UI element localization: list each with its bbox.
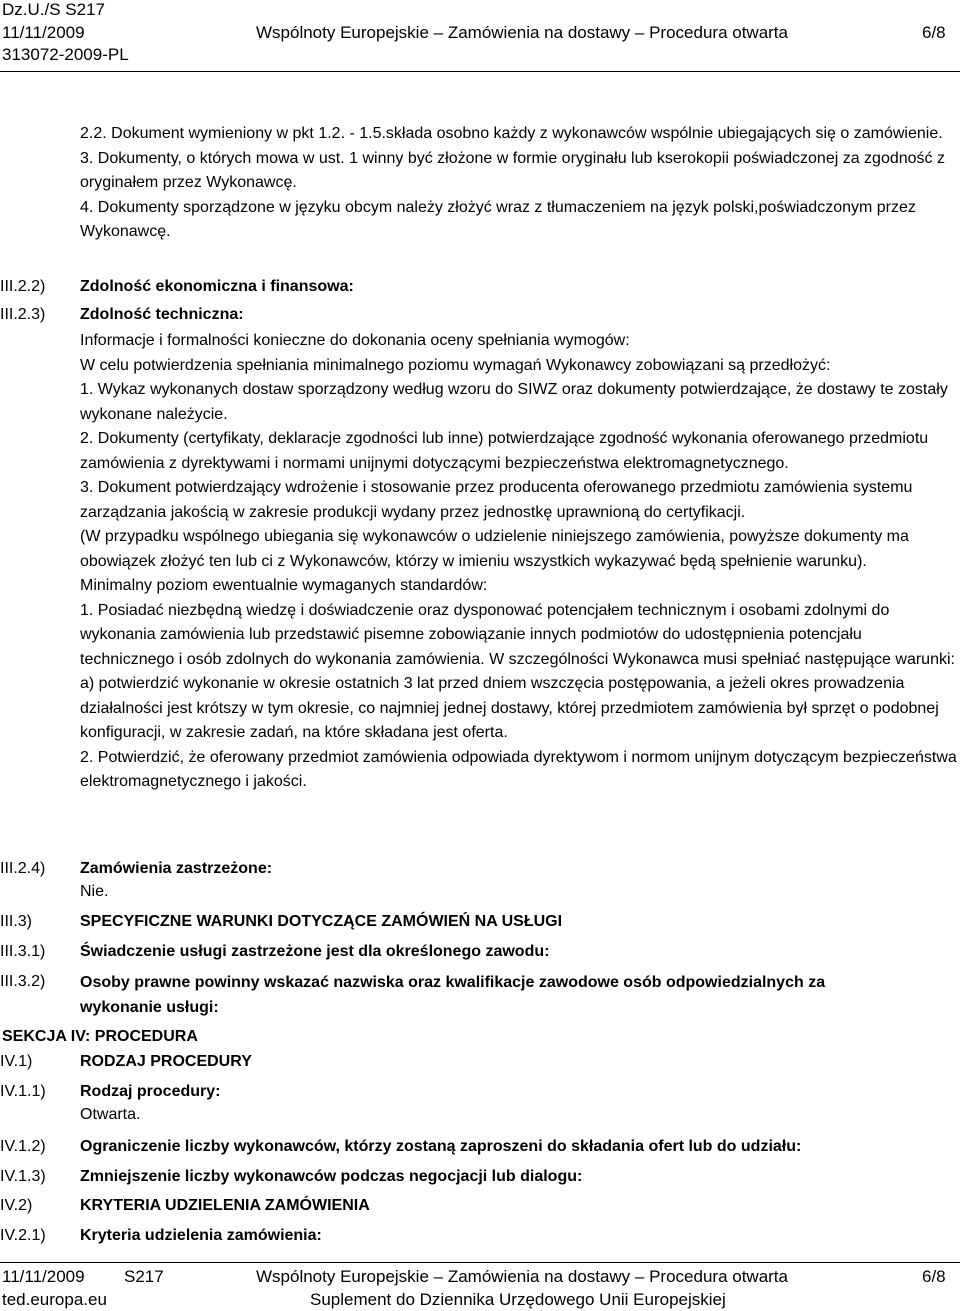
- document-id: 313072-2009-PL: [2, 45, 129, 64]
- technical-capacity-body: [80, 329, 960, 795]
- intro-block: [80, 122, 960, 245]
- section-title: Osoby prawne powinny wskazać nazwiska oraz kwalifikacje zawodowe osób odpowiedzialnych za wykonanie usługi:: [80, 974, 826, 1016]
- section-title: Zmniejszenie liczby wykonawców podczas negocjacji lub dialogu:: [80, 1168, 583, 1185]
- body-paragraph: 2. Potwierdzić, że oferowany przedmiot zamówienia odpowiada dyrektywom i normom unijnym dotyczącym bezpieczeństwa elektromagnetycznego i jakości.: [80, 748, 957, 790]
- section-number: III.2.4): [0, 860, 46, 877]
- footer-supplement: Suplement do Dziennika Urzędowego Unii Europejskiej: [310, 1290, 726, 1309]
- section-number: IV.1.1): [0, 1083, 46, 1100]
- section-number: IV.1.3): [0, 1168, 46, 1185]
- section-number: III.2.2): [0, 278, 46, 295]
- section-title: Świadczenie usługi zastrzeżone jest dla określonego zawodu:: [80, 943, 550, 960]
- intro-paragraph: 4. Dokumenty sporządzone w języku obcym należy złożyć wraz z tłumaczeniem na język polski,poświadczonym przez Wykonawcę.: [80, 198, 916, 240]
- section-title: Ograniczenie liczby wykonawców, którzy zostaną zaproszeni do składania ofert lub do udziału:: [80, 1138, 802, 1155]
- body-paragraph: (W przypadku wspólnego ubiegania się wykonawców o udzielenie niniejszego zamówienia, powyższe dokumenty ma obowiązek złożyć ten lub ci z Wykonawców, którzy w imieniu wszystkich wykazywać będą spełnienie warunku).: [80, 528, 909, 570]
- section-title: Rodzaj procedury:: [80, 1083, 221, 1100]
- section-value: Otwarta.: [80, 1106, 141, 1123]
- intro-paragraph: 2.2. Dokument wymieniony w pkt 1.2. - 1.5.składa osobno każdy z wykonawców wspólnie ubiegających się o zamówienie.: [80, 125, 943, 142]
- body-paragraph: 2. Dokumenty (certyfikaty, deklaracje zgodności lub inne) potwierdzające zgodność wykonania oferowanego przedmiotu zamówienia z dyrektywami i normami unijnymi dotyczącymi bezpieczeństwa elektromagnetycznego.: [80, 430, 929, 472]
- footer-code: S217: [124, 1267, 164, 1286]
- section-title: Zdolność techniczna:: [80, 306, 244, 323]
- section-number: III.3): [0, 913, 33, 930]
- footer-divider: [0, 1262, 960, 1263]
- section-title: KRYTERIA UDZIELENIA ZAMÓWIENIA: [80, 1197, 370, 1214]
- body-paragraph: Informacje i formalności konieczne do dokonania oceny spełniania wymogów:: [80, 332, 630, 349]
- section-title: Kryteria udzielenia zamówienia:: [80, 1227, 322, 1244]
- footer-date: 11/11/2009: [2, 1267, 85, 1286]
- section-number: IV.2): [0, 1197, 33, 1214]
- intro-paragraph: 3. Dokumenty, o których mowa w ust. 1 winny być złożone w formie oryginału lub kserokopii poświadczonej za zgodność z oryginałem przez Wykonawcę.: [80, 149, 945, 191]
- body-paragraph: Minimalny poziom ewentualnie wymaganych standardów:: [80, 577, 488, 594]
- body-paragraph: W celu potwierdzenia spełniania minimalnego poziomu wymagań Wykonawcy zobowiązani są przedłożyć:: [80, 356, 831, 374]
- section-heading: SEKCJA IV: PROCEDURA: [2, 1028, 198, 1045]
- section-number: III.2.3): [0, 306, 46, 323]
- section-number: III.3.2): [0, 973, 46, 990]
- header-page: 6/8: [922, 23, 946, 42]
- section-number: III.3.1): [0, 943, 46, 960]
- header-date: 11/11/2009: [2, 23, 85, 42]
- section-number: IV.1): [0, 1053, 33, 1070]
- section-title: RODZAJ PROCEDURY: [80, 1053, 252, 1070]
- section-number: IV.2.1): [0, 1227, 46, 1244]
- body-paragraph: 3. Dokument potwierdzający wdrożenie i stosowanie przez producenta oferowanego przedmiotu zamówienia systemu zarządzania jakością w zakresie produkcji wydany przez jednostkę uprawnioną do certyfikacji.: [80, 479, 913, 521]
- body-paragraph: 1. Wykaz wykonanych dostaw sporządzony według wzoru do SIWZ oraz dokumenty potwierdzające, że dostawy te zostały wykonane należycie.: [80, 381, 948, 423]
- header-title: Wspólnoty Europejskie – Zamówienia na dostawy – Procedura otwarta: [256, 23, 788, 42]
- section-title: SPECYFICZNE WARUNKI DOTYCZĄCE ZAMÓWIEŃ NA USŁUGI: [80, 913, 563, 930]
- page-header: [0, 0, 960, 72]
- body-paragraph: 1. Posiadać niezbędną wiedzę i doświadczenie oraz dysponować potencjałem technicznym i osobami zdolnymi do wykonania zamówienia lub przedstawić pisemne zobowiązanie innych podmiotów do udostępnienia potencjału technicznego i osób zdolnych do wykonania zamówienia. W szczególności Wykonawca musi spełniać następujące warunki:: [80, 601, 955, 668]
- section-title: Zamówienia zastrzeżone:: [80, 860, 273, 877]
- header-divider: [0, 71, 960, 72]
- body-paragraph: a) potwierdzić wykonanie w okresie ostatnich 3 lat przed dniem wszczęcia postępowania, a jeżeli okres prowadzenia działalności jest krótszy w tym okresie, co najmniej jednej dostawy, której przedmiotem zamówienia był sprzęt o podobnej konfiguracji, w zakresie zadań, na które składana jest oferta.: [80, 675, 939, 741]
- footer-page: 6/8: [922, 1267, 946, 1286]
- section-title: Zdolność ekonomiczna i finansowa:: [80, 278, 354, 295]
- footer-site: ted.europa.eu: [2, 1290, 107, 1309]
- journal-ref: Dz.U./S S217: [2, 0, 105, 19]
- footer-title: Wspólnoty Europejskie – Zamówienia na dostawy – Procedura otwarta: [256, 1267, 788, 1286]
- section-number: IV.1.2): [0, 1138, 46, 1155]
- section-value: Nie.: [80, 883, 109, 900]
